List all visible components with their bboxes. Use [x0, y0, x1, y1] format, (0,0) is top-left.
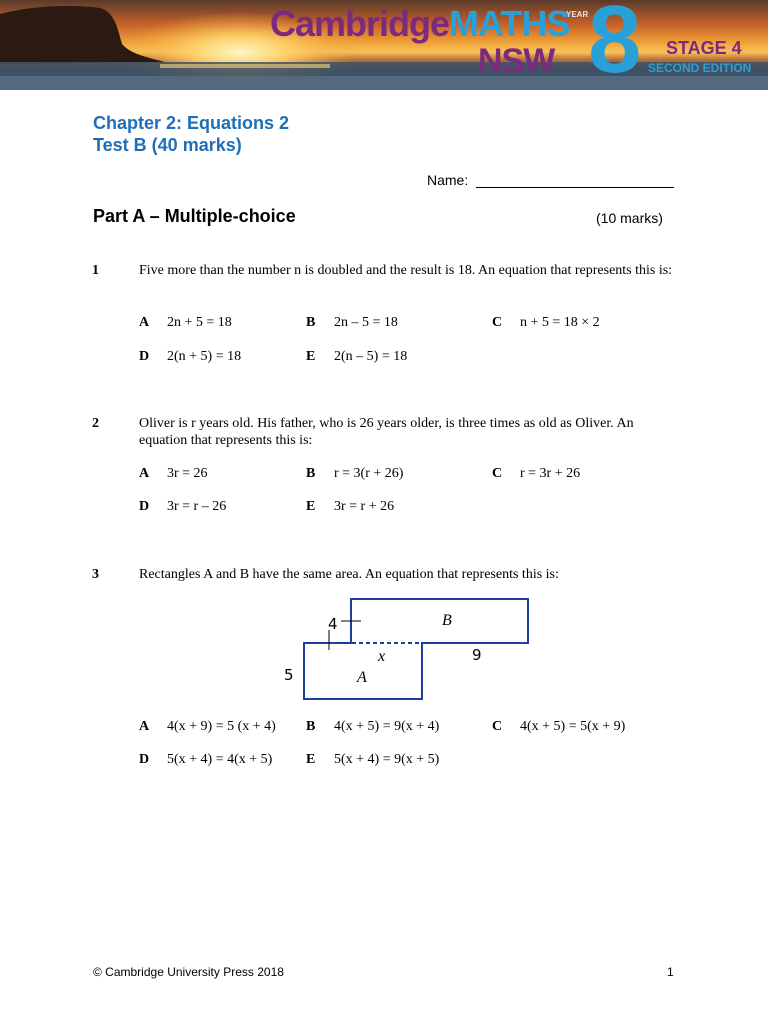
question-1-option-b[interactable]: B 2n – 5 = 18 [306, 315, 398, 330]
brand-maths-text: MATHS [449, 3, 570, 44]
label-nine: 9 [472, 646, 482, 664]
question-1-option-a[interactable]: A 2n + 5 = 18 [139, 315, 232, 330]
footer-copyright: © Cambridge University Press 2018 [93, 965, 284, 979]
part-title: Part A – Multiple-choice [93, 206, 296, 226]
brand-stage-label: STAGE 4 [666, 38, 742, 58]
question-3-option-c[interactable]: C 4(x + 5) = 5(x + 9) [492, 719, 626, 734]
question-3-option-d[interactable]: D 5(x + 4) = 4(x + 5) [139, 752, 273, 767]
header-banner [0, 0, 768, 90]
name-field-line[interactable] [476, 187, 674, 188]
label-x: x [378, 648, 386, 665]
question-1-option-d[interactable]: D 2(n + 5) = 18 [139, 349, 242, 364]
brand-logo-cambridge-maths [270, 4, 569, 44]
test-title: Test B (40 marks) [93, 135, 242, 155]
question-2-option-d[interactable]: D 3r = r – 26 [139, 499, 227, 514]
label-left-height: 5 [284, 666, 294, 684]
question-2-text: Oliver is r years old. His father, who is 26 years older, is three times as old as Oliver. An equation that represents this is: [139, 416, 634, 448]
question-2-option-b[interactable]: B r = 3(r + 26) [306, 466, 404, 481]
label-rect-a: A [357, 669, 367, 686]
brand-year-number: 8 [588, 0, 642, 90]
question-3-option-e[interactable]: E 5(x + 4) = 9(x + 5) [306, 752, 440, 767]
question-1-number: 1 [92, 263, 99, 278]
question-1-option-e[interactable]: E 2(n – 5) = 18 [306, 349, 408, 364]
name-label: Name: [427, 172, 469, 188]
question-1-text: Five more than the number n is doubled and the result is 18. An equation that represents this is: [139, 263, 673, 278]
brand-year-label: YEAR [566, 10, 589, 19]
question-3-number: 3 [92, 567, 99, 582]
brand-edition-label: SECOND EDITION [648, 61, 752, 75]
chapter-title: Chapter 2: Equations 2 [93, 113, 290, 133]
rectangles-diagram [270, 590, 540, 706]
question-2-option-a[interactable]: A 3r = 26 [139, 466, 208, 481]
question-2-option-e[interactable]: E 3r = r + 26 [306, 499, 395, 514]
brand-cambridge-text: Cambridge [270, 3, 450, 44]
question-3-option-b[interactable]: B 4(x + 5) = 9(x + 4) [306, 719, 440, 734]
label-top-height: 4 [328, 615, 338, 633]
question-2-number: 2 [92, 416, 99, 431]
footer-page-number: 1 [667, 965, 674, 979]
label-rect-b: B [442, 612, 452, 629]
question-1-option-c[interactable]: C n + 5 = 18 × 2 [492, 315, 600, 330]
question-2-option-c[interactable]: C r = 3r + 26 [492, 466, 581, 481]
brand-nsw-text: NSW [478, 42, 555, 80]
part-marks: (10 marks) [596, 210, 663, 226]
question-3-option-a[interactable]: A 4(x + 9) = 5 (x + 4) [139, 719, 276, 734]
question-3-text: Rectangles A and B have the same area. An equation that represents this is: [139, 567, 559, 582]
rectangle-b [351, 599, 528, 643]
